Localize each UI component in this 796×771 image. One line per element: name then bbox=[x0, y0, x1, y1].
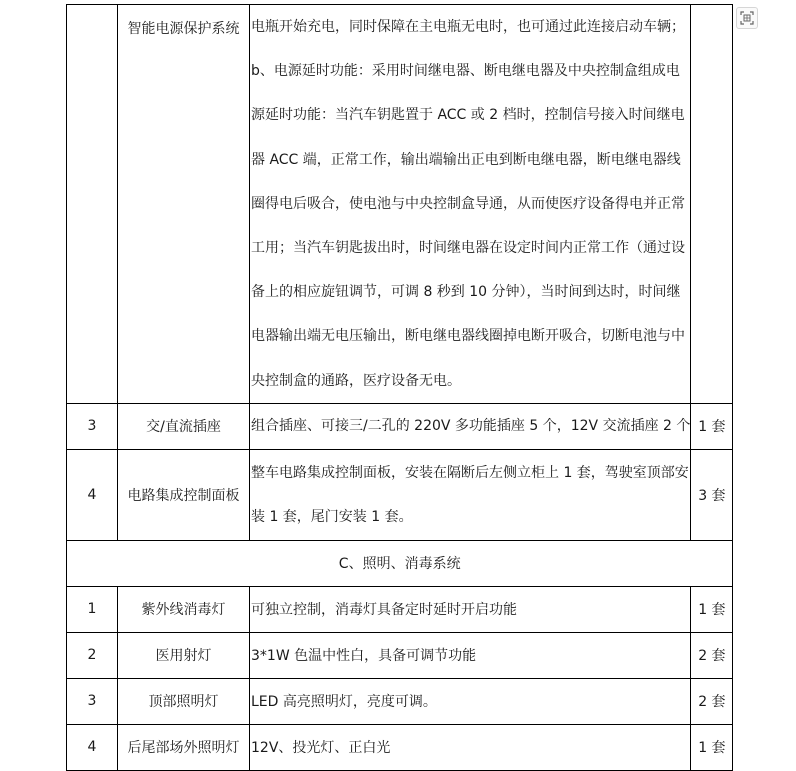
item-number: 3 bbox=[67, 678, 118, 724]
item-number: 3 bbox=[67, 403, 118, 449]
description-line: 电器输出端无电压输出，断电继电器线圈掉电断开吸合，切断电池与中 bbox=[251, 328, 685, 345]
item-number: 4 bbox=[67, 449, 118, 540]
item-number: 4 bbox=[67, 724, 118, 770]
item-quantity: 3 套 bbox=[691, 449, 733, 540]
item-quantity: 2 套 bbox=[691, 678, 733, 724]
item-description bbox=[250, 5, 691, 404]
item-name: 电路集成控制面板 bbox=[118, 449, 250, 540]
item-name: 智能电源保护系统 bbox=[118, 5, 250, 404]
section-header-row bbox=[67, 540, 733, 586]
table-row bbox=[67, 449, 733, 540]
description-line: 源延时功能：当汽车钥匙置于 ACC 或 2 档时，控制信号接入时间继电 bbox=[251, 107, 685, 124]
item-description bbox=[250, 449, 691, 540]
table-row bbox=[67, 632, 733, 678]
description-line: 电瓶开始充电，同时保障在主电瓶无电时，也可通过此连接启动车辆； bbox=[251, 19, 685, 35]
item-number bbox=[67, 5, 118, 404]
item-name: 紫外线消毒灯 bbox=[118, 586, 250, 632]
item-name: 顶部照明灯 bbox=[118, 678, 250, 724]
description-line: b、电源延时功能：采用时间继电器、断电继电器及中央控制盒组成电 bbox=[251, 63, 680, 80]
item-description: 3*1W 色温中性白，具备可调节功能 bbox=[250, 632, 691, 678]
table-row bbox=[67, 724, 733, 770]
item-description bbox=[250, 403, 691, 449]
section-title: C、照明、消毒系统 bbox=[67, 540, 733, 586]
description-line: 器 ACC 端，正常工作，输出端输出正电到断电继电器，断电继电器线 bbox=[251, 151, 681, 168]
item-description: LED 高亮照明灯，亮度可调。 bbox=[250, 678, 691, 724]
item-number: 1 bbox=[67, 586, 118, 632]
description-line: 圈得电后吸合，使电池与中央控制盒导通，从而使医疗设备得电并正常 bbox=[251, 195, 685, 212]
description-line: 央控制盒的通路，医疗设备无电。 bbox=[251, 372, 461, 389]
description-line: 工用；当汽车钥匙拔出时，时间继电器在设定时间内正常工作（通过设 bbox=[251, 240, 685, 257]
item-name: 交/直流插座 bbox=[118, 403, 250, 449]
expand-icon[interactable] bbox=[736, 7, 758, 29]
table-row bbox=[67, 586, 733, 632]
description-line: 备上的相应旋钮调节，可调 8 秒到 10 分钟），当时间到达时，时间继 bbox=[251, 284, 681, 301]
item-name: 后尾部场外照明灯 bbox=[118, 724, 250, 770]
description-line: 装 1 套，尾门安装 1 套。 bbox=[251, 508, 413, 525]
item-quantity: 1 套 bbox=[691, 403, 733, 449]
item-quantity: 2 套 bbox=[691, 632, 733, 678]
description-line: 组合插座、可接三/二孔的 220V 多功能插座 5 个，12V 交流插座 2 个 bbox=[251, 418, 691, 435]
item-quantity bbox=[691, 5, 733, 404]
spec-table bbox=[66, 4, 733, 771]
item-quantity: 1 套 bbox=[691, 724, 733, 770]
item-number: 2 bbox=[67, 632, 118, 678]
table-row bbox=[67, 403, 733, 449]
item-description: 12V、投光灯、正白光 bbox=[250, 724, 691, 770]
item-name: 医用射灯 bbox=[118, 632, 250, 678]
table-row bbox=[67, 678, 733, 724]
item-description: 可独立控制，消毒灯具备定时延时开启功能 bbox=[250, 586, 691, 632]
item-quantity: 1 套 bbox=[691, 586, 733, 632]
table-row bbox=[67, 5, 733, 404]
description-line: 整车电路集成控制面板，安装在隔断后左侧立柜上 1 套，驾驶室顶部安 bbox=[251, 464, 689, 481]
